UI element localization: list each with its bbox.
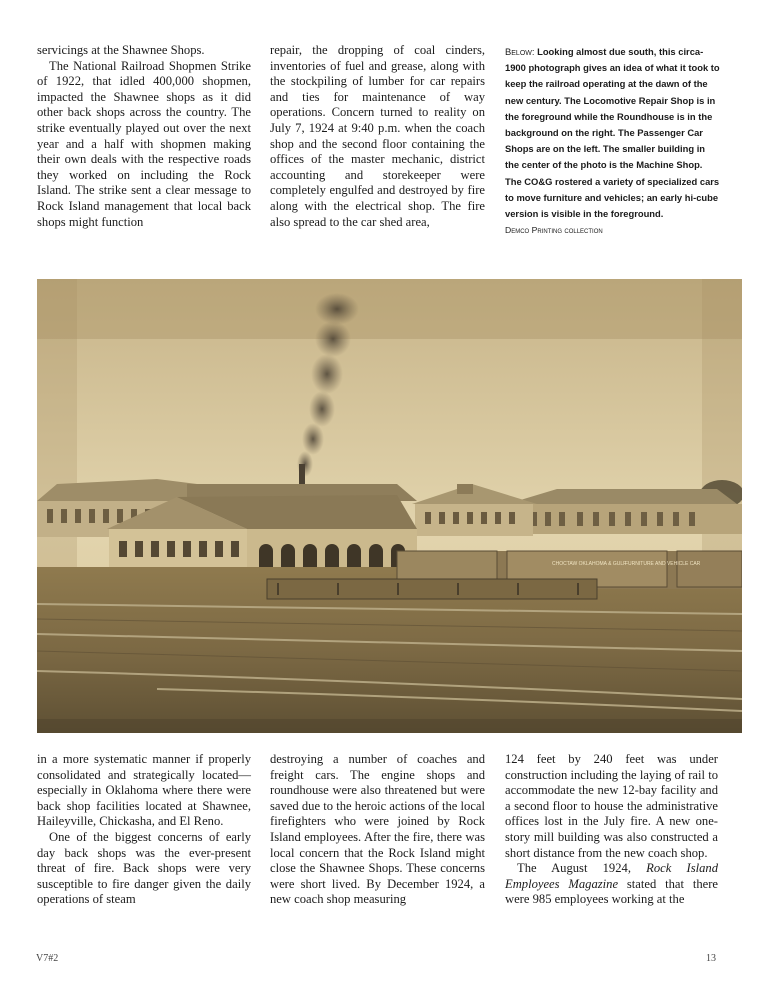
paragraph: in a more systematic manner if properly consolidated and strategically located—especially in Oklahoma where there were back shop facilities located at Shawnee, Haileyville, Chickasha, and El Reno. bbox=[37, 752, 251, 829]
paragraph: 124 feet by 240 feet was under construction including the laying of rail to accommodate the new 12-bay facility and a second floor to house the administrative offices lost in the July fire. A new one-story mill building was also constructed a short distance from the new coach shop. bbox=[505, 752, 718, 860]
article-column-top-left bbox=[37, 43, 251, 230]
magazine-title: Rock Island Employees Magazine bbox=[505, 861, 718, 891]
issue-number: V7#2 bbox=[36, 953, 59, 964]
historic-photo-shawnee-shops bbox=[37, 279, 742, 733]
article-column-bottom-middle bbox=[270, 752, 485, 908]
page-number: 13 bbox=[706, 953, 716, 964]
article-column-bottom-left bbox=[37, 752, 251, 908]
paragraph: The National Railroad Shopmen Strike of 1922, that idled 400,000 shopmen, impacted the Shawnee shops as it did other back shops across the country. The strike eventually played out over the next year and a half with shopmen making their own deals with the respective roads they worked on including the Rock Island. The strike sent a clear message to Rock Island management that local back shops might function bbox=[37, 58, 251, 229]
paragraph: One of the biggest concerns of early day back shops was the ever-present threat of fire. Back shops were very susceptible to fire danger given the daily operations of steam bbox=[37, 829, 251, 907]
roundhouse bbox=[507, 489, 742, 534]
photo-caption bbox=[505, 44, 720, 238]
caption-lead: Below: bbox=[505, 46, 535, 57]
caption-credit: Demco Printing collection bbox=[505, 225, 603, 236]
car-lettering-1: CHOCTAW OKLAHOMA & GULF bbox=[552, 561, 627, 567]
paragraph: servicings at the Shawnee Shops. bbox=[37, 43, 205, 57]
caption-text: Looking almost due south, this circa-1900 photograph gives an idea of what it took to keep the railroad operating at the dawn of the new century. The Locomotive Repair Shop is in the foreground while the Roundhouse is in the background on the right. The Passenger Car Shops are on the left. The smaller building in the center of the photo is the Machine Shop. The CO&G rostered a variety of specialized cars to move furniture and vehicles; an early hi-cube version is visible in the foreground. bbox=[505, 46, 720, 220]
text-run: The August 1924, bbox=[517, 861, 647, 876]
paragraph: repair, the dropping of coal cinders, inventories of fuel and grease, along with the stockpiling of lumber for car repairs and ties for maintenance of way operations. Concern turned to reality on July 7, 1924 at 9:40 p.m. when the coach shop and the second floor containing the offices of the master mechanic, district accounting and storekeeper were completely engulfed and destroyed by fire along with the electrical shop. The fire also spread to the car shed area, bbox=[270, 43, 485, 229]
gondola-cars bbox=[267, 579, 597, 599]
car-lettering-2: FURNITURE AND VEHICLE CAR bbox=[625, 561, 701, 567]
smokestack bbox=[299, 464, 305, 486]
paragraph bbox=[505, 861, 718, 908]
paragraph: destroying a number of coaches and freight cars. The engine shops and roundhouse were also threatened but were saved due to the heroic actions of the local firefighters who were joined by Rock Island employees. After the fire, there was local concern that the Rock Island might close the Shawnee Shops. These concerns were short lived. By December 1924, a new coach shop measuring bbox=[270, 752, 485, 907]
text-run: stated that there were 985 employees working at the bbox=[505, 876, 718, 907]
article-column-top-middle bbox=[270, 43, 485, 230]
article-column-bottom-right bbox=[505, 752, 718, 908]
